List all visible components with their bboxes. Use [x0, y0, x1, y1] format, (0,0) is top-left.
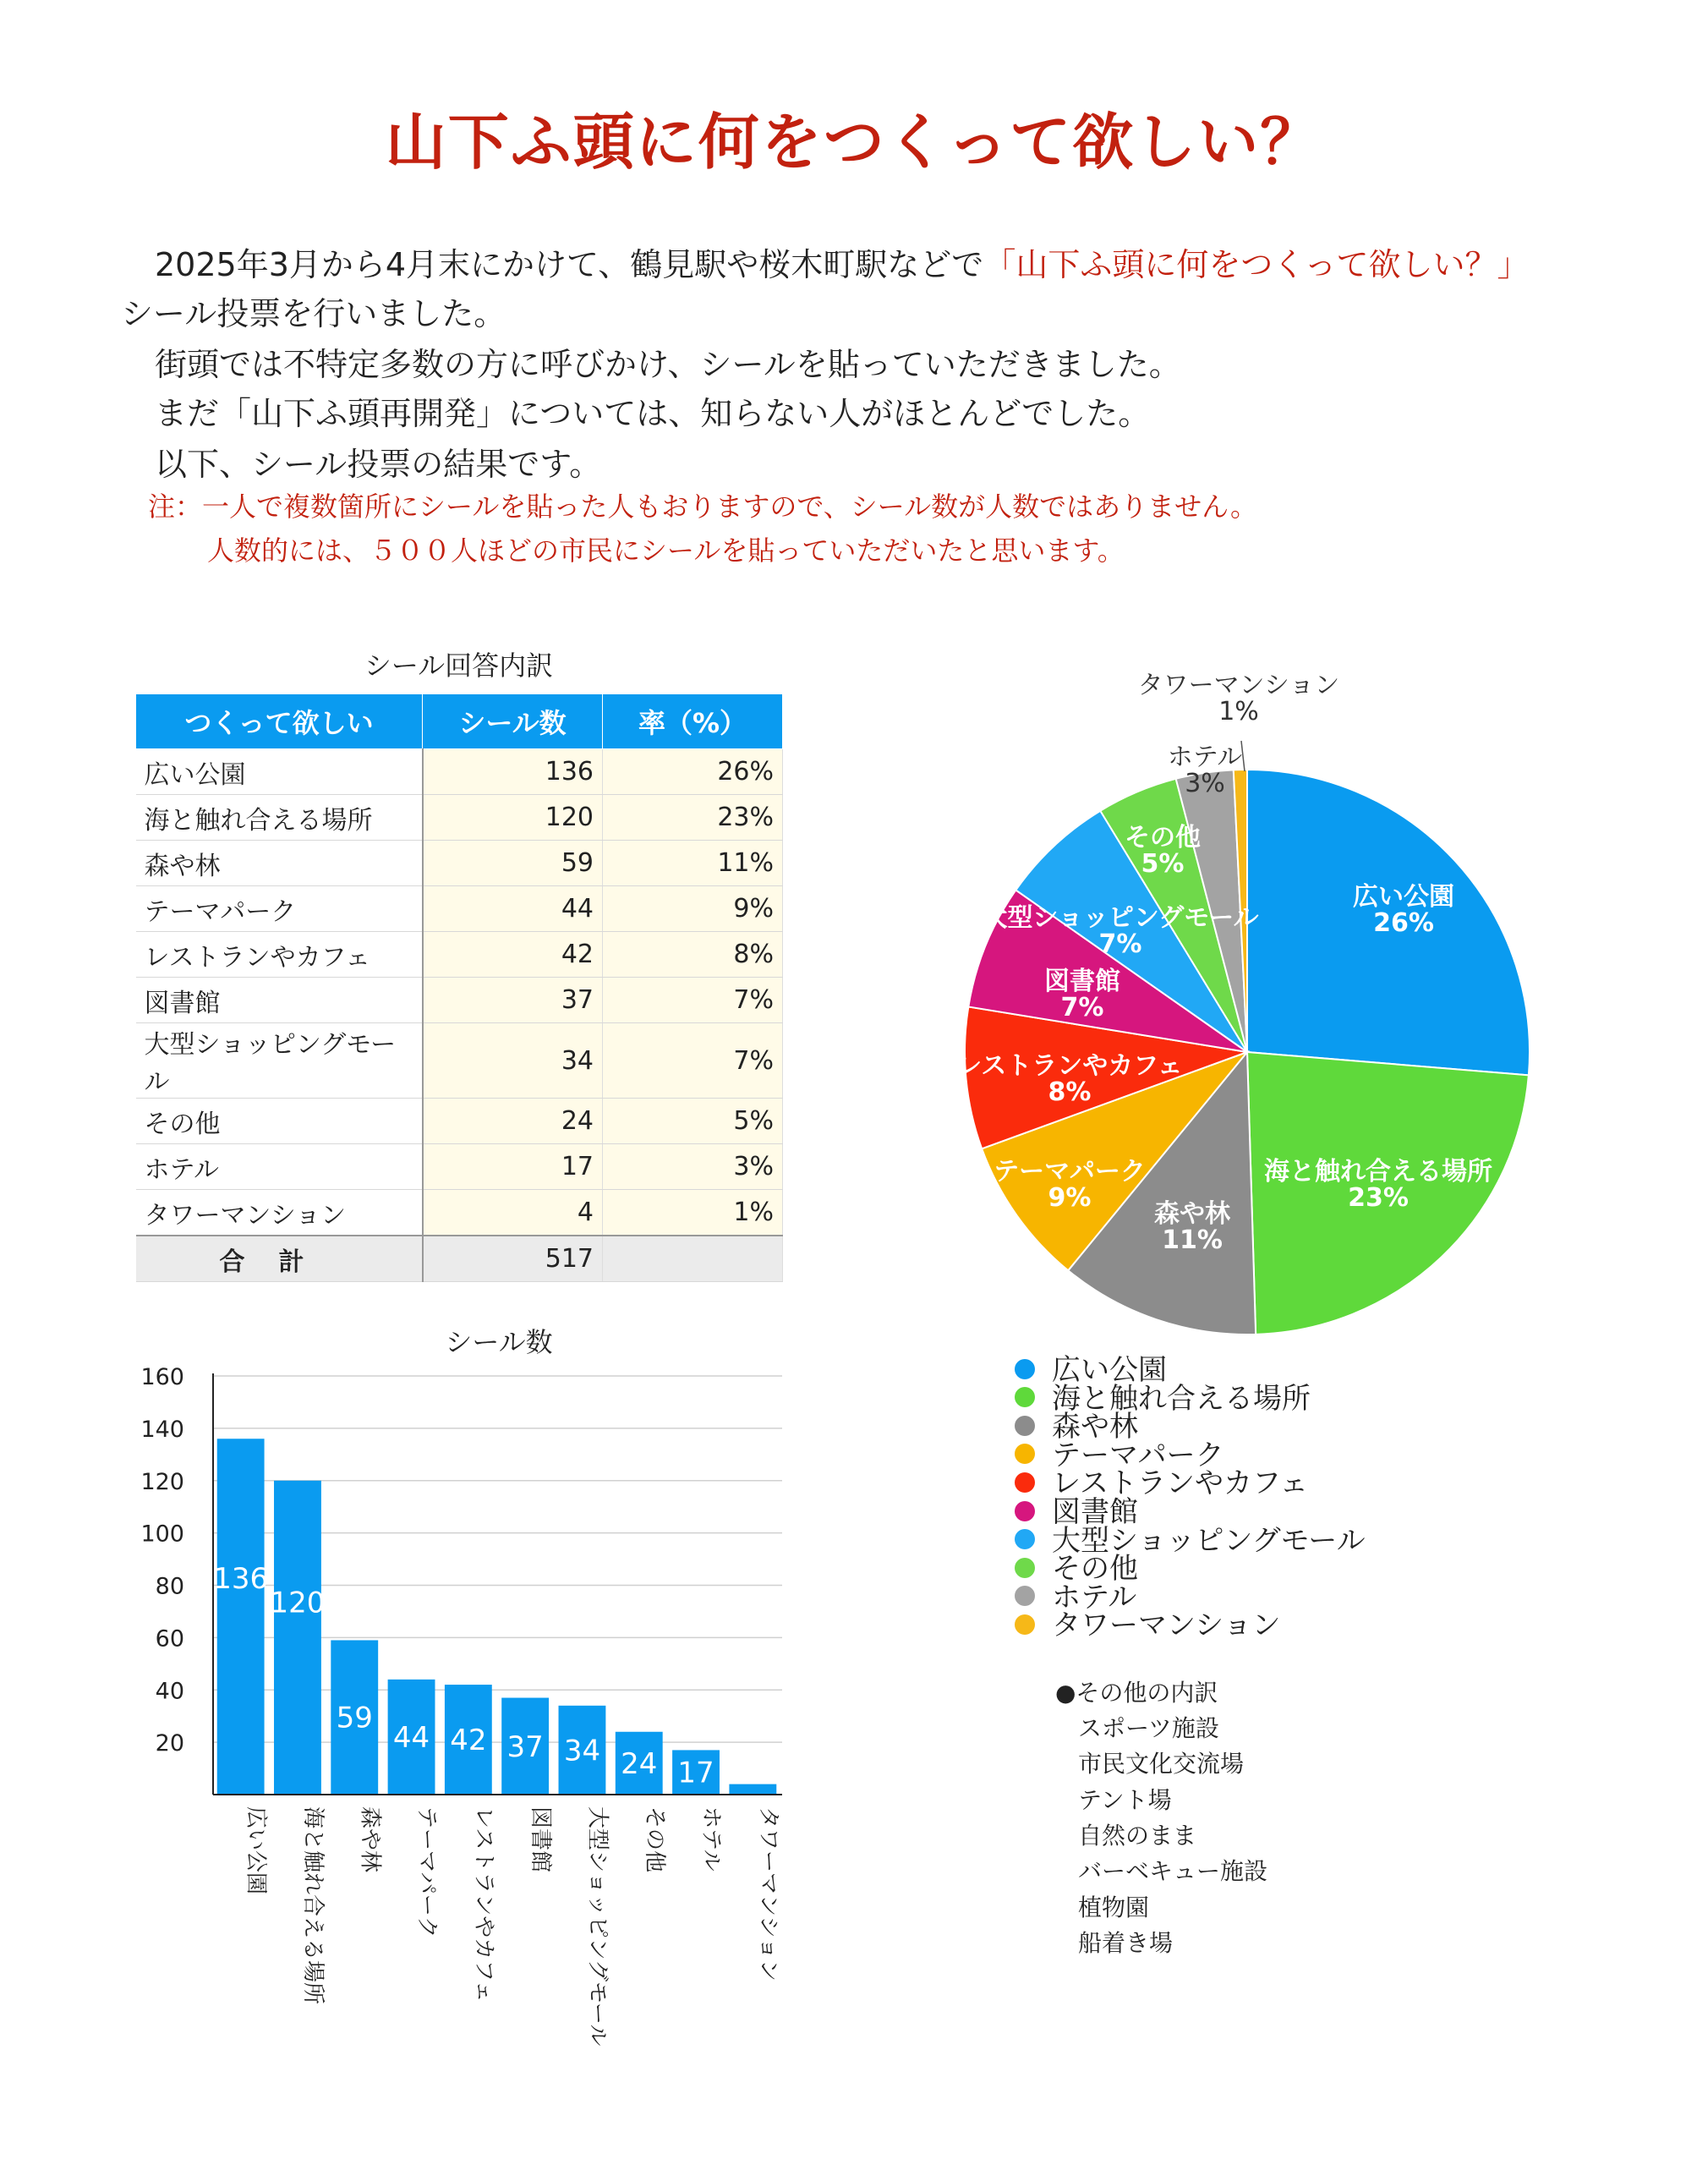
pie-slice-label: 海と触れ合える場所 [1264, 1157, 1492, 1187]
x-category-label: 図書館 [528, 1806, 554, 1873]
other-breakdown-item: 市民文化交流場 [1078, 1750, 1245, 1779]
note-line-1: 注：一人で複数箇所にシールを貼った人もおりますので、シール数が人数ではありません。 [148, 491, 1258, 523]
x-category-label: レストランやカフェ [470, 1806, 496, 2003]
row-count-cell: 120 [423, 795, 603, 841]
legend-swatch [1015, 1359, 1035, 1379]
legend-item [1015, 1410, 1138, 1444]
legend-label: レストランやカフェ [1052, 1466, 1309, 1501]
y-tick-label: 120 [140, 1468, 184, 1495]
y-tick-label: 20 [155, 1730, 184, 1757]
bar-data-label: 42 [450, 1724, 487, 1758]
pie-slice-percent: 9% [1048, 1183, 1092, 1213]
legend-label: ホテル [1052, 1580, 1137, 1614]
row-count-cell: 59 [423, 841, 603, 886]
pie-slice-percent: 7% [1098, 929, 1142, 959]
header-rate: 率（%） [603, 694, 783, 749]
row-count-cell: 42 [423, 932, 603, 978]
x-category-label: 大型ショッピングモール [584, 1806, 610, 2047]
pie-slice-percent: 3% [1185, 769, 1225, 798]
intro-line-3: 街頭では不特定多数の方に呼びかけ、シールを貼っていただきました。 [155, 346, 1181, 383]
pie-slice-percent: 8% [1048, 1077, 1092, 1107]
bar-data-label: 59 [336, 1701, 373, 1735]
other-breakdown-item: テント場 [1078, 1785, 1172, 1814]
row-count-cell: 136 [423, 749, 603, 795]
legend-label: 森や林 [1052, 1410, 1138, 1444]
legend-swatch [1015, 1529, 1035, 1549]
legend-swatch [1015, 1387, 1035, 1407]
row-rate-cell: 1% [603, 1190, 783, 1236]
row-item-cell: レストランやカフェ [136, 932, 423, 978]
y-tick-label: 100 [140, 1521, 184, 1548]
legend-label: その他 [1052, 1552, 1138, 1587]
y-tick-label: 140 [140, 1416, 184, 1443]
legend-label: 図書館 [1052, 1495, 1138, 1529]
bar [274, 1481, 321, 1795]
legend-swatch [1015, 1558, 1035, 1578]
row-count-cell: 44 [423, 886, 603, 932]
row-rate-cell: 7% [603, 1023, 783, 1099]
x-category-label: 森や林 [357, 1806, 383, 1873]
legend-label: 海と触れ合える場所 [1052, 1381, 1311, 1416]
pie-slice-label: テーマパーク [994, 1157, 1146, 1187]
bar-chart-title: シール数 [445, 1326, 553, 1358]
pie-slice-percent: 26% [1373, 908, 1434, 938]
row-item-cell: 大型ショッピングモール [136, 1023, 423, 1099]
pie-slice-label: 森や林 [1154, 1199, 1230, 1229]
legend-label: 大型ショッピングモール [1052, 1523, 1366, 1558]
bar-data-label: 24 [621, 1746, 658, 1781]
row-item-cell: テーマパーク [136, 886, 423, 932]
x-category-label: タワーマンション [755, 1806, 781, 1981]
intro-line-2: シール投票を行いました。 [121, 295, 506, 332]
other-breakdown-item: スポーツ施設 [1078, 1714, 1219, 1742]
other-breakdown-title: ●その他の内訳 [1055, 1679, 1218, 1707]
legend-swatch [1015, 1444, 1035, 1464]
x-category-label: 広い公園 [243, 1806, 269, 1895]
pie-slice-label: レストランやカフェ [956, 1051, 1183, 1081]
legend-label: タワーマンション [1052, 1609, 1281, 1643]
legend-swatch [1015, 1416, 1035, 1436]
total-value: 517 [423, 1236, 603, 1282]
note-line-2: 人数的には、５００人ほどの市民にシールを貼っていただいたと思います。 [207, 534, 1125, 567]
header-count: シール数 [423, 694, 603, 749]
legend-item [1015, 1552, 1138, 1587]
pie-slice-label: 図書館 [1044, 967, 1120, 996]
pie-slice-percent: 11% [1162, 1225, 1223, 1255]
pie-slice-label: 大型ショッピングモール [982, 903, 1259, 933]
row-item-cell: ホテル [136, 1144, 423, 1190]
row-item-cell: タワーマンション [136, 1190, 423, 1236]
bar-data-label: 17 [677, 1756, 714, 1790]
row-count-cell: 24 [423, 1099, 603, 1144]
row-count-cell: 4 [423, 1190, 603, 1236]
y-tick-label: 60 [155, 1625, 184, 1653]
row-rate-cell: 26% [603, 749, 783, 795]
legend-swatch [1015, 1501, 1035, 1521]
header-item: つくって欲しい [136, 694, 423, 749]
y-tick-label: 40 [155, 1678, 184, 1705]
row-count-cell: 37 [423, 978, 603, 1023]
other-breakdown-item: 自然のまま [1078, 1821, 1197, 1850]
row-rate-cell: 8% [603, 932, 783, 978]
row-count-cell: 34 [423, 1023, 603, 1099]
pie-slice-percent: 1% [1218, 697, 1259, 726]
legend-item [1015, 1438, 1224, 1472]
row-item-cell: 森や林 [136, 841, 423, 886]
page-title: 山下ふ頭に何をつくって欲しい？ [385, 107, 1323, 178]
other-breakdown-item: 植物園 [1078, 1893, 1150, 1921]
bar [729, 1784, 776, 1795]
pie-slice-percent: 23% [1348, 1183, 1409, 1213]
row-item-cell: その他 [136, 1099, 423, 1144]
row-rate-cell: 3% [603, 1144, 783, 1190]
legend-item [1015, 1466, 1309, 1501]
y-tick-label: 160 [140, 1364, 184, 1390]
pie-slice-label: その他 [1125, 823, 1201, 852]
pie-slice-label: タワーマンション [1137, 671, 1340, 700]
legend-item [1015, 1580, 1137, 1614]
pie-slice-label: 広い公園 [1353, 882, 1454, 912]
pie-slice-percent: 5% [1141, 849, 1185, 879]
intro-line-1-highlight: 「山下ふ頭に何をつくって欲しい？」 [983, 246, 1530, 283]
bar-data-label: 34 [563, 1734, 601, 1768]
legend-item [1015, 1353, 1167, 1387]
x-category-label: その他 [641, 1806, 667, 1873]
intro-line-4: まだ「山下ふ頭再開発」については、知らない人がほとんどでした。 [155, 395, 1151, 432]
intro-line-5: 以下、シール投票の結果です。 [155, 446, 602, 483]
row-rate-cell: 11% [603, 841, 783, 886]
row-item-cell: 海と触れ合える場所 [136, 795, 423, 841]
legend-swatch [1015, 1586, 1035, 1606]
bar-data-label: 37 [506, 1729, 544, 1764]
pie-slice-label: ホテル [1167, 743, 1243, 772]
x-category-label: 海と触れ合える場所 [299, 1806, 326, 2005]
bar [217, 1439, 265, 1795]
legend-swatch [1015, 1472, 1035, 1493]
x-category-label: テーマパーク [413, 1806, 440, 1938]
total-label: 合計 [136, 1236, 423, 1282]
other-breakdown-item: 船着き場 [1078, 1928, 1174, 1957]
intro-line-1-text: 2025年3月から4月末にかけて、鶴見駅や桜木町駅などで [155, 246, 984, 283]
row-item-cell: 図書館 [136, 978, 423, 1023]
legend-label: 広い公園 [1052, 1353, 1167, 1387]
legend-item [1015, 1495, 1138, 1529]
legend-item [1015, 1381, 1311, 1416]
x-category-label: ホテル [698, 1806, 725, 1872]
bar-data-label: 44 [392, 1720, 430, 1755]
row-item-cell: 広い公園 [136, 749, 423, 795]
pie-slice-percent: 7% [1060, 993, 1104, 1022]
row-rate-cell: 7% [603, 978, 783, 1023]
row-rate-cell: 23% [603, 795, 783, 841]
legend-item [1015, 1523, 1366, 1558]
other-breakdown-item: バーベキュー施設 [1078, 1857, 1268, 1886]
row-count-cell: 17 [423, 1144, 603, 1190]
bar-data-label: 136 [213, 1561, 269, 1596]
row-rate-cell: 5% [603, 1099, 783, 1144]
row-rate-cell: 9% [603, 886, 783, 932]
legend-label: テーマパーク [1052, 1438, 1224, 1472]
table-caption: シール回答内訳 [364, 650, 554, 682]
legend-item [1015, 1609, 1281, 1643]
bar-data-label: 120 [270, 1586, 326, 1620]
y-tick-label: 80 [155, 1573, 184, 1600]
legend-swatch [1015, 1614, 1035, 1635]
